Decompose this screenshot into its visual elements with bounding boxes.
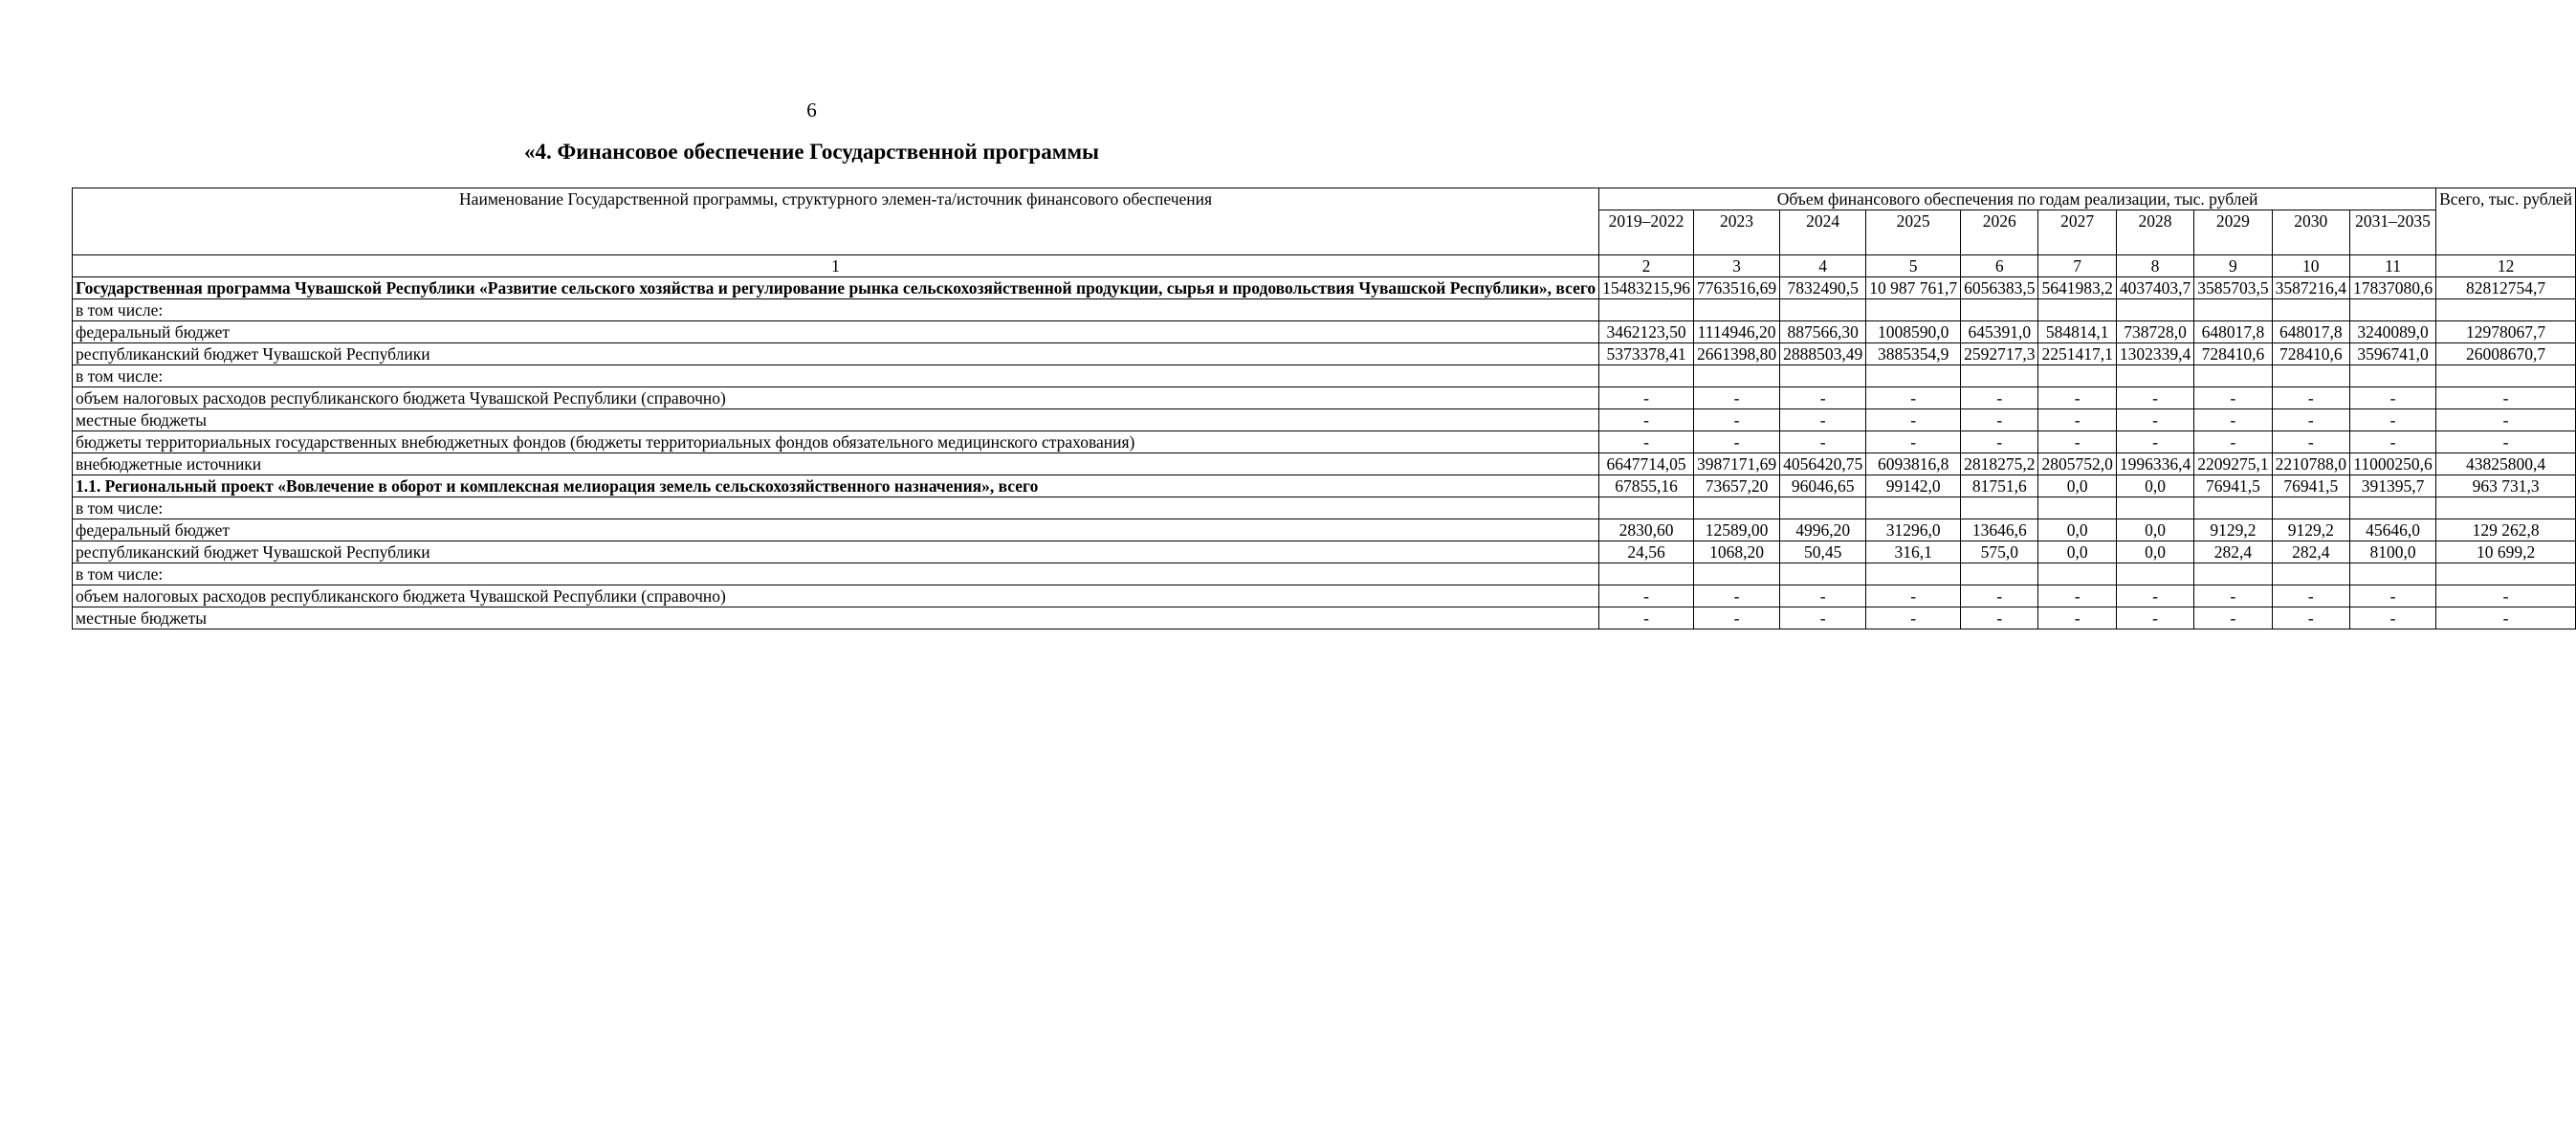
table-row: [73, 321, 2576, 343]
table-row: [73, 431, 2576, 453]
value-cell: -: [1599, 409, 1694, 431]
value-cell: 2661398,80: [1693, 343, 1779, 365]
header-name-column: Наименование Государственной программы, структурного элемен-та/источник финансового обеспечения: [73, 188, 1599, 255]
value-cell: 76941,5: [2194, 475, 2272, 497]
value-cell: -: [1780, 409, 1866, 431]
value-cell: 5373378,41: [1599, 343, 1694, 365]
value-cell: -: [1693, 409, 1779, 431]
value-cell: [2349, 365, 2435, 387]
value-cell: -: [2436, 431, 2576, 453]
column-index-cell: 10: [2272, 255, 2349, 277]
value-cell: -: [2038, 607, 2116, 629]
row-name-cell: республиканский бюджет Чувашской Республики: [73, 343, 1599, 365]
value-cell: -: [2038, 585, 2116, 607]
value-cell: 0,0: [2038, 519, 2116, 541]
table-row: [73, 365, 2576, 387]
header-year: 2019–2022: [1599, 210, 1694, 255]
value-cell: [2194, 299, 2272, 321]
header-volume-group: Объем финансового обеспечения по годам реализации, тыс. рублей: [1599, 188, 2436, 210]
value-cell: [2272, 497, 2349, 519]
value-cell: -: [1599, 387, 1694, 409]
row-name-cell: бюджеты территориальных государственных внебюджетных фондов (бюджеты территориальных фондов обязательного медицинского страхования): [73, 431, 1599, 453]
value-cell: -: [1961, 607, 2038, 629]
value-cell: [1780, 365, 1866, 387]
value-cell: -: [1599, 431, 1694, 453]
value-cell: 887566,30: [1780, 321, 1866, 343]
header-year: 2023: [1693, 210, 1779, 255]
value-cell: [2116, 563, 2193, 585]
column-index-cell: 5: [1866, 255, 1961, 277]
value-cell: [1693, 497, 1779, 519]
value-cell: -: [2194, 585, 2272, 607]
value-cell: 13646,6: [1961, 519, 2038, 541]
value-cell: 2818275,2: [1961, 453, 2038, 475]
value-cell: -: [1866, 387, 1961, 409]
value-cell: -: [2194, 607, 2272, 629]
row-name-cell: в том числе:: [73, 497, 1599, 519]
value-cell: 1996336,4: [2116, 453, 2193, 475]
header-year: 2030: [2272, 210, 2349, 255]
financing-table: [72, 188, 2576, 629]
value-cell: [1780, 497, 1866, 519]
value-cell: -: [2116, 607, 2193, 629]
column-index-cell: 6: [1961, 255, 2038, 277]
value-cell: 2805752,0: [2038, 453, 2116, 475]
value-cell: 4056420,75: [1780, 453, 1866, 475]
value-cell: 728410,6: [2272, 343, 2349, 365]
value-cell: [2349, 563, 2435, 585]
value-cell: 9129,2: [2272, 519, 2349, 541]
value-cell: 5641983,2: [2038, 277, 2116, 299]
header-year: 2031–2035: [2349, 210, 2435, 255]
value-cell: 3462123,50: [1599, 321, 1694, 343]
column-index-cell: 12: [2436, 255, 2576, 277]
value-cell: 99142,0: [1866, 475, 1961, 497]
table-row: [73, 585, 2576, 607]
value-cell: [1780, 299, 1866, 321]
value-cell: 96046,65: [1780, 475, 1866, 497]
value-cell: 0,0: [2116, 519, 2193, 541]
value-cell: -: [1961, 387, 2038, 409]
value-cell: 2830,60: [1599, 519, 1694, 541]
value-cell: -: [2116, 585, 2193, 607]
value-cell: [2194, 563, 2272, 585]
table-body: [73, 255, 2576, 629]
value-cell: 82812754,7: [2436, 277, 2576, 299]
value-cell: -: [1693, 607, 1779, 629]
value-cell: 728410,6: [2194, 343, 2272, 365]
value-cell: 738728,0: [2116, 321, 2193, 343]
value-cell: -: [2272, 387, 2349, 409]
row-name-cell: местные бюджеты: [73, 409, 1599, 431]
value-cell: [2349, 497, 2435, 519]
table-row: [73, 299, 2576, 321]
header-year: 2026: [1961, 210, 2038, 255]
value-cell: -: [2436, 607, 2576, 629]
column-index-row: [73, 255, 2576, 277]
header-year: 2024: [1780, 210, 1866, 255]
column-index-cell: 7: [2038, 255, 2116, 277]
value-cell: 8100,0: [2349, 541, 2435, 563]
table-row: [73, 497, 2576, 519]
value-cell: -: [1866, 431, 1961, 453]
value-cell: [2116, 497, 2193, 519]
value-cell: 67855,16: [1599, 475, 1694, 497]
value-cell: [1693, 299, 1779, 321]
row-name-cell: федеральный бюджет: [73, 321, 1599, 343]
column-index-cell: 1: [73, 255, 1599, 277]
value-cell: 1302339,4: [2116, 343, 2193, 365]
value-cell: 0,0: [2038, 541, 2116, 563]
value-cell: 10 987 761,7: [1866, 277, 1961, 299]
value-cell: 45646,0: [2349, 519, 2435, 541]
value-cell: [2038, 365, 2116, 387]
value-cell: -: [1866, 409, 1961, 431]
value-cell: [1866, 299, 1961, 321]
value-cell: -: [2272, 431, 2349, 453]
header-year: 2027: [2038, 210, 2116, 255]
value-cell: [1961, 365, 2038, 387]
value-cell: -: [2116, 387, 2193, 409]
value-cell: 282,4: [2272, 541, 2349, 563]
value-cell: 3885354,9: [1866, 343, 1961, 365]
value-cell: [1866, 563, 1961, 585]
table-row: [73, 343, 2576, 365]
value-cell: [2436, 563, 2576, 585]
value-cell: 6056383,5: [1961, 277, 2038, 299]
value-cell: 50,45: [1780, 541, 1866, 563]
row-name-cell: местные бюджеты: [73, 607, 1599, 629]
value-cell: 2888503,49: [1780, 343, 1866, 365]
value-cell: -: [1780, 431, 1866, 453]
value-cell: 17837080,6: [2349, 277, 2435, 299]
row-name-cell: 1.1. Региональный проект «Вовлечение в оборот и комплексная мелиорация земель сельскохозяйственного назначения», всего: [73, 475, 1599, 497]
value-cell: -: [2116, 431, 2193, 453]
document-title: «4. Финансовое обеспечение Государственной программы: [524, 140, 1099, 164]
value-cell: 4996,20: [1780, 519, 1866, 541]
table-row: [73, 519, 2576, 541]
value-cell: -: [1866, 585, 1961, 607]
value-cell: [2038, 563, 2116, 585]
value-cell: [1866, 365, 1961, 387]
value-cell: -: [2349, 585, 2435, 607]
value-cell: 26008670,7: [2436, 343, 2576, 365]
value-cell: [1599, 299, 1694, 321]
value-cell: 0,0: [2116, 475, 2193, 497]
value-cell: [2272, 299, 2349, 321]
column-index-cell: 4: [1780, 255, 1866, 277]
value-cell: [2116, 299, 2193, 321]
value-cell: 7763516,69: [1693, 277, 1779, 299]
value-cell: -: [2038, 431, 2116, 453]
page-number: 6: [806, 99, 817, 121]
value-cell: [2194, 365, 2272, 387]
value-cell: -: [1693, 585, 1779, 607]
value-cell: [2272, 365, 2349, 387]
value-cell: -: [2436, 409, 2576, 431]
value-cell: [1693, 365, 1779, 387]
value-cell: 6647714,05: [1599, 453, 1694, 475]
table-row: [73, 607, 2576, 629]
value-cell: 648017,8: [2272, 321, 2349, 343]
value-cell: 3596741,0: [2349, 343, 2435, 365]
value-cell: 1008590,0: [1866, 321, 1961, 343]
value-cell: 12978067,7: [2436, 321, 2576, 343]
table-row: [73, 409, 2576, 431]
value-cell: 129 262,8: [2436, 519, 2576, 541]
value-cell: 575,0: [1961, 541, 2038, 563]
value-cell: -: [2349, 431, 2435, 453]
value-cell: 2592717,3: [1961, 343, 2038, 365]
value-cell: 3585703,5: [2194, 277, 2272, 299]
value-cell: -: [1961, 431, 2038, 453]
value-cell: 4037403,7: [2116, 277, 2193, 299]
value-cell: -: [2038, 409, 2116, 431]
value-cell: -: [2272, 607, 2349, 629]
value-cell: 81751,6: [1961, 475, 2038, 497]
value-cell: -: [2272, 409, 2349, 431]
value-cell: 3240089,0: [2349, 321, 2435, 343]
value-cell: 31296,0: [1866, 519, 1961, 541]
value-cell: 648017,8: [2194, 321, 2272, 343]
value-cell: [1599, 365, 1694, 387]
value-cell: [2436, 365, 2576, 387]
value-cell: 6093816,8: [1866, 453, 1961, 475]
value-cell: -: [2194, 431, 2272, 453]
header-year: 2025: [1866, 210, 1961, 255]
table-row: [73, 541, 2576, 563]
value-cell: -: [1693, 431, 1779, 453]
value-cell: [1961, 497, 2038, 519]
value-cell: [1599, 497, 1694, 519]
row-name-cell: внебюджетные источники: [73, 453, 1599, 475]
value-cell: 2209275,1: [2194, 453, 2272, 475]
value-cell: [2436, 299, 2576, 321]
row-name-cell: в том числе:: [73, 563, 1599, 585]
value-cell: -: [1780, 387, 1866, 409]
value-cell: -: [1961, 409, 2038, 431]
value-cell: 12589,00: [1693, 519, 1779, 541]
table-row: [73, 277, 2576, 299]
value-cell: 963 731,3: [2436, 475, 2576, 497]
value-cell: [2038, 299, 2116, 321]
value-cell: 645391,0: [1961, 321, 2038, 343]
value-cell: [1866, 497, 1961, 519]
row-name-cell: Государственная программа Чувашской Республики «Развитие сельского хозяйства и регулирование рынка сельскохозяйственной продукции, сырья и продовольствия Чувашской Республики», всего: [73, 277, 1599, 299]
value-cell: 3987171,69: [1693, 453, 1779, 475]
value-cell: -: [2436, 585, 2576, 607]
value-cell: 73657,20: [1693, 475, 1779, 497]
value-cell: -: [1599, 585, 1694, 607]
value-cell: [1961, 563, 2038, 585]
value-cell: 1068,20: [1693, 541, 1779, 563]
value-cell: 2251417,1: [2038, 343, 2116, 365]
value-cell: 391395,7: [2349, 475, 2435, 497]
column-index-cell: 3: [1693, 255, 1779, 277]
value-cell: -: [1866, 607, 1961, 629]
value-cell: 76941,5: [2272, 475, 2349, 497]
value-cell: -: [2349, 409, 2435, 431]
value-cell: [2349, 299, 2435, 321]
column-index-cell: 9: [2194, 255, 2272, 277]
table-row: [73, 387, 2576, 409]
row-name-cell: объем налоговых расходов республиканского бюджета Чувашской Республики (справочно): [73, 585, 1599, 607]
value-cell: -: [2194, 409, 2272, 431]
header-year: 2029: [2194, 210, 2272, 255]
value-cell: 0,0: [2038, 475, 2116, 497]
value-cell: 10 699,2: [2436, 541, 2576, 563]
row-name-cell: в том числе:: [73, 299, 1599, 321]
value-cell: 7832490,5: [1780, 277, 1866, 299]
header-year: 2028: [2116, 210, 2193, 255]
value-cell: 2210788,0: [2272, 453, 2349, 475]
value-cell: -: [2038, 387, 2116, 409]
value-cell: 3587216,4: [2272, 277, 2349, 299]
value-cell: 43825800,4: [2436, 453, 2576, 475]
row-name-cell: в том числе:: [73, 365, 1599, 387]
value-cell: [2116, 365, 2193, 387]
value-cell: -: [1780, 585, 1866, 607]
value-cell: -: [2194, 387, 2272, 409]
value-cell: -: [2349, 387, 2435, 409]
value-cell: -: [2436, 387, 2576, 409]
value-cell: [2272, 563, 2349, 585]
value-cell: 316,1: [1866, 541, 1961, 563]
column-index-cell: 11: [2349, 255, 2435, 277]
value-cell: [1599, 563, 1694, 585]
value-cell: [1780, 563, 1866, 585]
header-row-group: [73, 188, 2576, 210]
row-name-cell: федеральный бюджет: [73, 519, 1599, 541]
value-cell: 24,56: [1599, 541, 1694, 563]
row-name-cell: республиканский бюджет Чувашской Республики: [73, 541, 1599, 563]
value-cell: 0,0: [2116, 541, 2193, 563]
value-cell: -: [2272, 585, 2349, 607]
value-cell: 282,4: [2194, 541, 2272, 563]
column-index-cell: 8: [2116, 255, 2193, 277]
table-row: [73, 475, 2576, 497]
value-cell: 11000250,6: [2349, 453, 2435, 475]
value-cell: -: [2349, 607, 2435, 629]
value-cell: -: [1599, 607, 1694, 629]
value-cell: [2436, 497, 2576, 519]
value-cell: [2194, 497, 2272, 519]
value-cell: [1693, 563, 1779, 585]
value-cell: [1961, 299, 2038, 321]
value-cell: 9129,2: [2194, 519, 2272, 541]
value-cell: -: [1780, 607, 1866, 629]
value-cell: -: [2116, 409, 2193, 431]
table-row: [73, 453, 2576, 475]
value-cell: 1114946,20: [1693, 321, 1779, 343]
value-cell: -: [1693, 387, 1779, 409]
header-total-column: Всего, тыс. рублей: [2436, 188, 2576, 255]
value-cell: 584814,1: [2038, 321, 2116, 343]
value-cell: 15483215,96: [1599, 277, 1694, 299]
value-cell: [2038, 497, 2116, 519]
table-row: [73, 563, 2576, 585]
column-index-cell: 2: [1599, 255, 1694, 277]
row-name-cell: объем налоговых расходов республиканского бюджета Чувашской Республики (справочно): [73, 387, 1599, 409]
value-cell: -: [1961, 585, 2038, 607]
